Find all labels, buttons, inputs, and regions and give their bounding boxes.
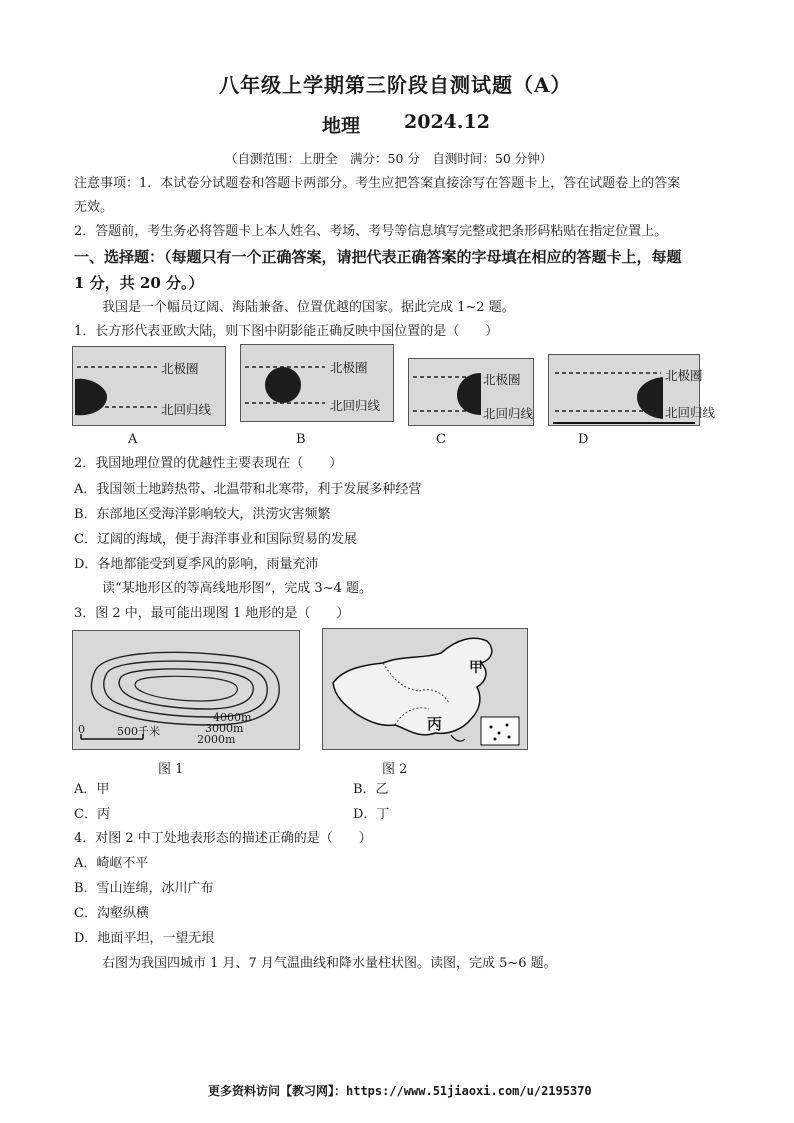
q1-option-d-label: D	[578, 432, 589, 447]
figure-2-china-map	[322, 628, 528, 750]
map-label-jia: 甲	[469, 660, 483, 676]
section-1-heading-cont: 1 分，共 20 分。）	[74, 274, 204, 292]
section-1-heading: 一、选择题：（每题只有一个正确答案，请把代表正确答案的字母填在相应的答题卡上，每题	[74, 248, 682, 266]
notes-line-2: 2．答题前，考生务必将答题卡上本人姓名、考场、考号等信息填写完整或把条形码粘贴在指定位置上。	[74, 224, 668, 239]
q1-d-tropic-label: 北回归线	[665, 405, 716, 420]
q2-option-d: D．各地都能受到夏季风的影响，雨量充沛	[74, 557, 319, 572]
q2-option-a: A．我国领土地跨热带、北温带和北寒带，利于发展多种经营	[74, 482, 422, 497]
q1-figure-c	[408, 358, 534, 426]
map-label-bing: 丙	[427, 715, 443, 733]
q1-option-c-label: C	[436, 432, 446, 447]
scale-distance-label: 500千米	[117, 725, 160, 738]
exam-title: 八年级上学期第三阶段自测试题（A）	[219, 73, 572, 97]
q1-d-arctic-label: 北极圈	[665, 368, 703, 383]
q1-figure-a	[72, 346, 226, 426]
q3-option-b: B．乙	[353, 782, 389, 797]
q4-option-c: C．沟壑纵横	[74, 906, 149, 921]
contour-label-3000: 3000m	[205, 722, 244, 735]
contour-label-4000: 4000m	[213, 711, 252, 724]
q3-option-c: C．丙	[74, 807, 110, 822]
q2-stem: 2．我国地理位置的优越性主要表现在（ ）	[74, 456, 343, 471]
q1-c-arctic-label: 北极圈	[483, 372, 521, 387]
q4-option-d: D．地面平坦，一望无垠	[74, 931, 215, 946]
q2-option-b: B．东部地区受海洋影响较大，洪涝灾害频繁	[74, 507, 331, 522]
q1-b-arctic-label: 北极圈	[330, 360, 368, 375]
q2-option-c: C．辽阔的海域，便于海洋事业和国际贸易的发展	[74, 532, 357, 547]
exam-scope: （自测范围：上册全 满分：50 分 自测时间：50 分钟）	[225, 151, 553, 166]
intro-q1-2: 我国是一个幅员辽阔、海陆兼备、位置优越的国家。据此完成 1~2 题。	[102, 300, 515, 315]
q1-a-arctic-label: 北极圈	[161, 361, 199, 376]
subject-label: 地理	[322, 115, 361, 137]
intro-q5-6: 右图为我国四城市 1 月、7 月气温曲线和降水量柱状图。读图，完成 5~6 题。	[102, 956, 557, 971]
q1-c-tropic-label: 北回归线	[483, 406, 534, 421]
intro-q3-4: 读“某地形区的等高线地形图”，完成 3~4 题。	[102, 581, 372, 596]
scale-zero-label: 0	[78, 723, 85, 736]
q4-stem: 4．对图 2 中丁处地表形态的描述正确的是（ ）	[74, 831, 372, 846]
q1-option-a-label: A	[128, 432, 138, 447]
exam-date: 2024.12	[404, 111, 490, 133]
q1-figure-b	[240, 344, 394, 422]
notes-line-1b: 无效。	[74, 200, 114, 215]
q3-stem: 3．图 2 中，最可能出现图 1 地形的是（ ）	[74, 606, 350, 621]
figure-2-caption: 图 2	[382, 762, 408, 777]
q1-stem: 1．长方形代表亚欧大陆，则下图中阴影能正确反映中国位置的是（ ）	[74, 324, 499, 339]
q3-option-a: A．甲	[74, 782, 110, 797]
q1-b-tropic-label: 北回归线	[330, 398, 381, 413]
contour-label-2000: 2000m	[197, 733, 236, 746]
q1-option-b-label: B	[296, 432, 306, 447]
q1-a-tropic-label: 北回归线	[161, 402, 212, 417]
footer-link[interactable]: 更多资料访问【教习网】：https://www.51jiaoxi.com/u/2195370	[208, 1084, 592, 1098]
q4-option-a: A．崎岖不平	[74, 856, 149, 871]
figure-1-contour-map	[72, 630, 300, 750]
q4-option-b: B．雪山连绵，冰川广布	[74, 881, 214, 896]
q1-figure-d	[548, 354, 716, 426]
notes-line-1: 注意事项：1．本试卷分试题卷和答题卡两部分。考生应把答案直接涂写在答题卡上，答在试题卷上的答案	[74, 176, 681, 191]
q3-option-d: D．丁	[353, 807, 390, 822]
figure-1-caption: 图 1	[158, 762, 184, 777]
